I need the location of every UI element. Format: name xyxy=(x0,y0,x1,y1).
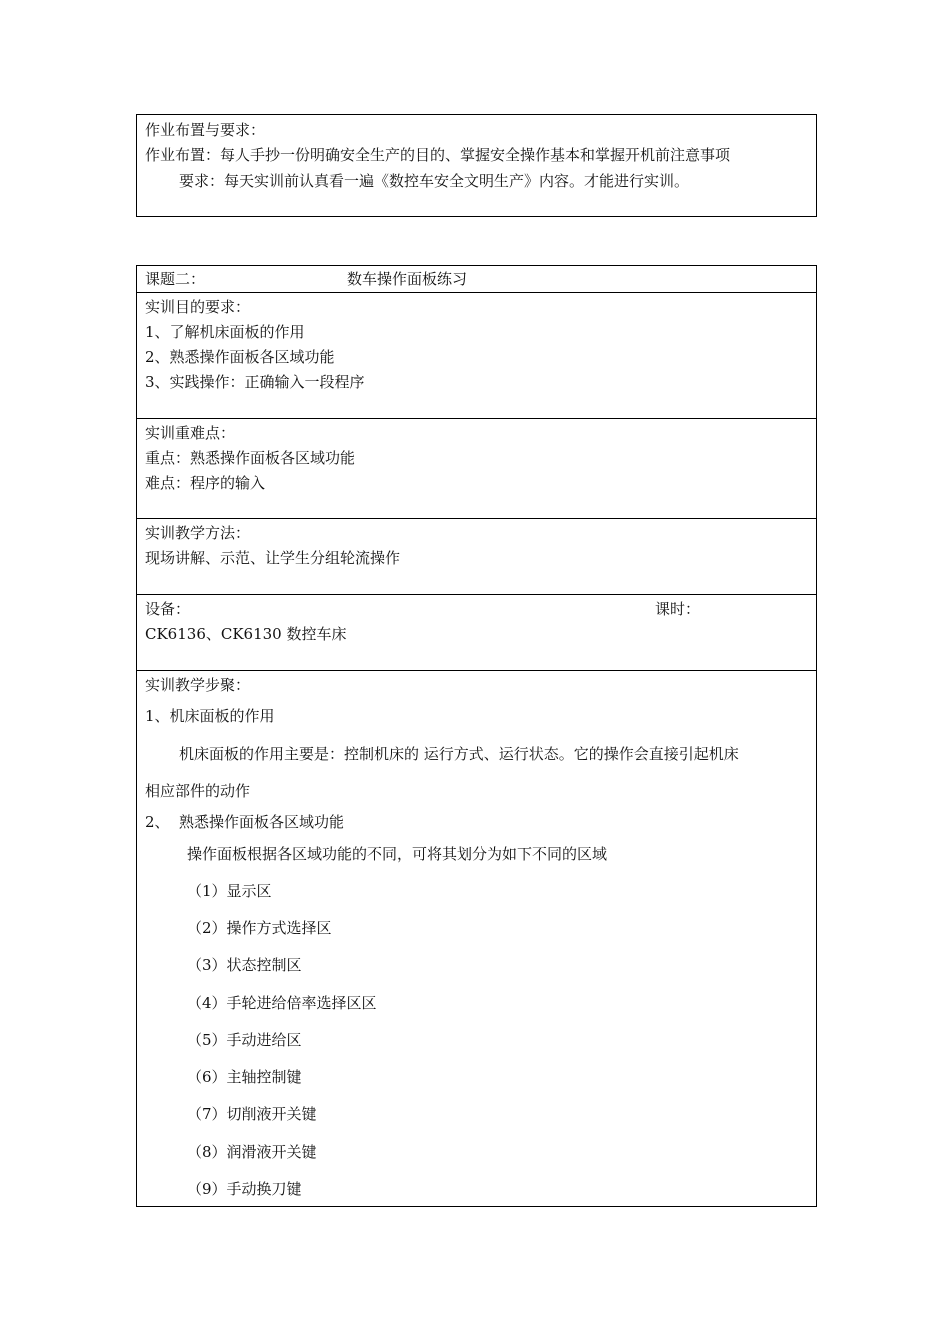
objectives-cell xyxy=(137,292,816,418)
step1-paragraph: 机床面板的作用主要是：控制机床的 运行方式、运行状态。它的操作会直接引起机床 xyxy=(179,745,739,763)
equipment-label: 设备： xyxy=(145,600,191,618)
step1-paragraph-cont: 相应部件的动作 xyxy=(145,782,251,800)
topic-title: 数车操作面板练习 xyxy=(347,270,468,288)
objective-item: 1、了解机床面板的作用 xyxy=(145,323,305,341)
homework-assignment: 作业布置：每人手抄一份明确安全生产的目的、掌握安全操作基本和掌握开机前注意事项 xyxy=(145,146,731,164)
equipment-text: CK6136、CK6130 数控车床 xyxy=(145,625,347,643)
region-item: （8）润滑液开关键 xyxy=(187,1143,317,1161)
method-text: 现场讲解、示范、让学生分组轮流操作 xyxy=(145,549,401,567)
objective-item: 2、熟悉操作面板各区域功能 xyxy=(145,348,335,366)
key-points-heading: 实训重难点： xyxy=(145,424,236,442)
step2-number: 2、 xyxy=(145,813,170,831)
key-points-cell xyxy=(137,418,816,518)
step1-title: 1、机床面板的作用 xyxy=(145,707,275,725)
objective-item: 3、实践操作：正确输入一段程序 xyxy=(145,373,365,391)
steps-cell xyxy=(137,670,816,1206)
steps-heading: 实训教学步聚： xyxy=(145,676,251,694)
lesson-table xyxy=(136,265,817,1207)
step2-title: 熟悉操作面板各区域功能 xyxy=(179,813,345,831)
objectives-heading: 实训目的要求： xyxy=(145,298,251,316)
region-item: （4）手轮进给倍率选择区区 xyxy=(187,994,377,1012)
region-item: （9）手动换刀键 xyxy=(187,1180,302,1198)
homework-box xyxy=(136,114,817,217)
step2-intro: 操作面板根据各区域功能的不同，可将其划分为如下不同的区域 xyxy=(187,845,608,863)
region-item: （6）主轴控制键 xyxy=(187,1068,302,1086)
method-cell xyxy=(137,518,816,594)
homework-heading: 作业布置与要求： xyxy=(145,121,266,139)
topic-row xyxy=(137,266,816,292)
homework-requirement: 要求：每天实训前认真看一遍《数控车安全文明生产》内容。才能进行实训。 xyxy=(179,172,690,190)
region-item: （7）切削液开关键 xyxy=(187,1105,317,1123)
equipment-cell xyxy=(137,594,816,670)
topic-label: 课题二： xyxy=(145,270,206,288)
hours-label: 课时： xyxy=(655,600,701,618)
difficulty-point: 难点：程序的输入 xyxy=(145,474,266,492)
region-item: （2）操作方式选择区 xyxy=(187,919,332,937)
region-item: （5）手动进给区 xyxy=(187,1031,302,1049)
focus-point: 重点：熟悉操作面板各区域功能 xyxy=(145,449,356,467)
region-item: （3）状态控制区 xyxy=(187,956,302,974)
method-heading: 实训教学方法： xyxy=(145,524,251,542)
region-item: （1）显示区 xyxy=(187,882,272,900)
